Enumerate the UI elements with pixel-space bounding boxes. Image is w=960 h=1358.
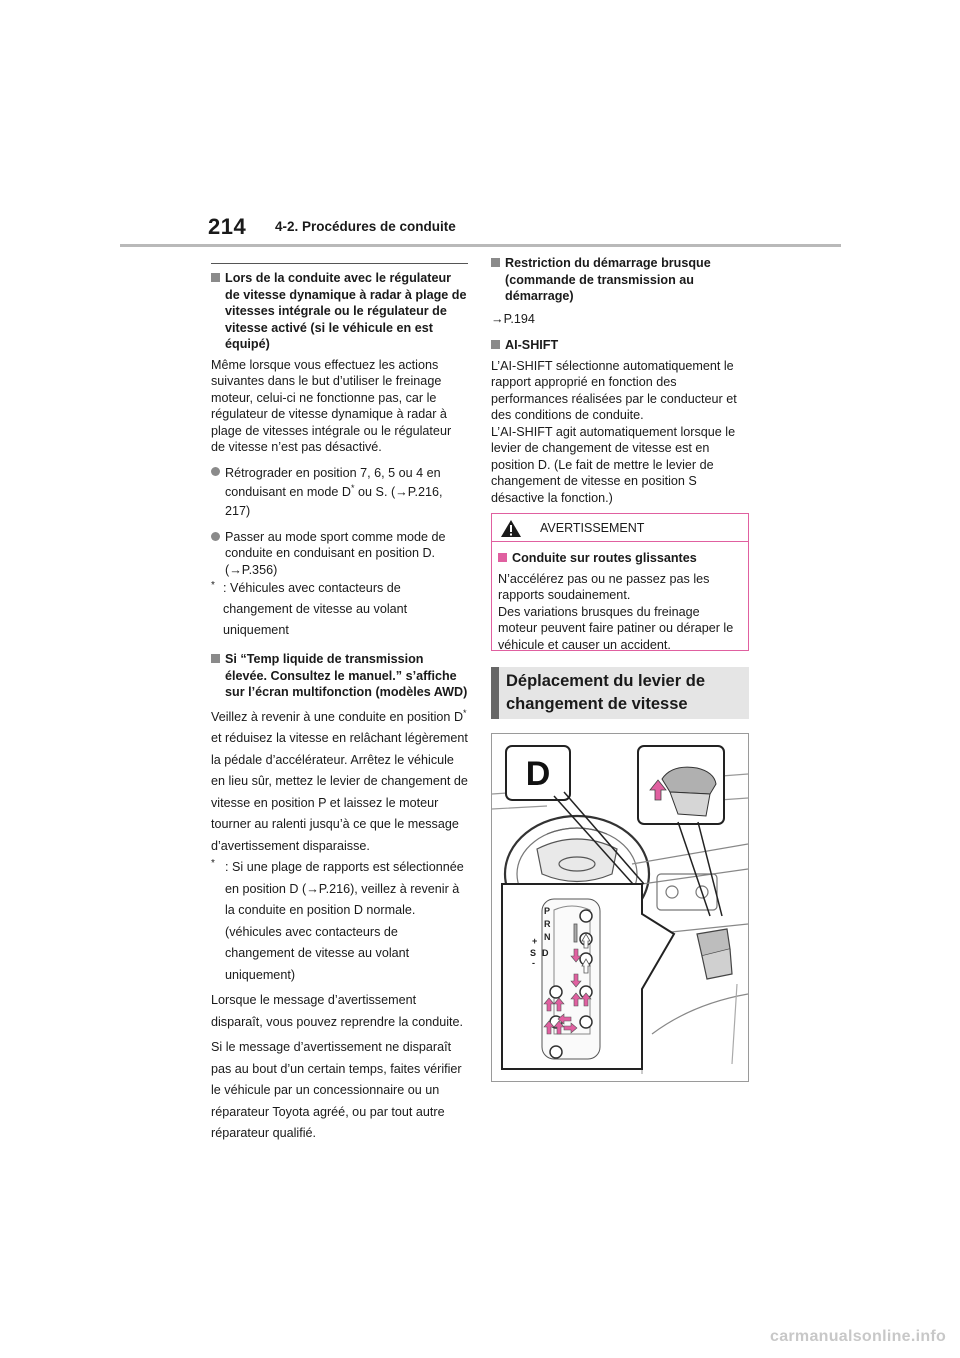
bullet-sport-mode: Passer au mode sport comme mode de conduite en conduisant en position D. (→P.356)	[211, 529, 468, 579]
warning-triangle-icon	[500, 519, 522, 543]
warning-box	[491, 513, 749, 651]
heading-ai-shift: AI-SHIFT	[491, 337, 748, 354]
paragraph-resume-driving: Lorsque le message d’avertissement disparaît, vous pouvez reprendre la conduite.	[211, 993, 464, 1029]
warning-title: AVERTISSEMENT	[540, 521, 645, 535]
footnote-paddle-shift: * : Véhicules avec contacteurs de changement de vitesse au volant uniquement	[211, 580, 408, 637]
svg-text:R: R	[544, 919, 551, 929]
reference-p194: →P.194	[491, 311, 535, 326]
heading-cruise-control: Lors de la conduite avec le régulateur de vitesse dynamique à radar à plage de vitesses intégrale ou le régulateur de vitesse activé (si le véhicule en est équipé)	[211, 270, 468, 353]
right-column	[491, 255, 748, 506]
paragraph-ai-shift-2: L’AI-SHIFT agit automatiquement lorsque le levier de changement de vitesse est en position D. (Le fait de mettre le levier de changement de vitesse en position S désactive la fonction.)	[491, 424, 736, 505]
square-bullet-icon	[491, 340, 500, 349]
square-bullet-icon	[491, 258, 500, 267]
left-column	[211, 263, 468, 1145]
square-bullet-icon	[211, 654, 220, 663]
paragraph-engine-brake: Même lorsque vous effectuez les actions suivantes dans le but d’utiliser le freinage moteur, celui-ci ne fonctionne pas, car le régulateur de vitesse dynamique à radar à plage de vitesses intégrale ou le régulateur de vitesse n’est pas désactivé.	[211, 357, 452, 454]
heading-sudden-start: Restriction du démarrage brusque (commande de transmission au démarrage)	[491, 255, 748, 305]
svg-text:+: +	[532, 936, 538, 946]
paragraph-dealer-check: Si le message d’avertissement ne disparaît pas au bout d’un certain temps, faites vérifier le véhicule par un concessionnaire ou un réparateur Toyota agréé, ou par tout autre réparateur qualifié.	[211, 1040, 462, 1140]
callout-letter: D	[525, 755, 551, 793]
section-band-title: Déplacement du levier de changement de vitesse	[506, 672, 705, 713]
svg-text:S: S	[530, 948, 537, 958]
section-title: 4-2. Procédures de conduite	[275, 219, 456, 234]
page-number: 214	[208, 214, 247, 239]
warning-body	[492, 542, 748, 653]
svg-text:P: P	[544, 906, 551, 916]
lever-inset	[638, 746, 724, 916]
warning-text-1: N’accélérez pas ou ne passez pas les rapports soudainement.	[498, 571, 710, 602]
paragraph-ai-shift-1: L’AI-SHIFT sélectionne automatiquement le rapport approprié en fonction des performances réalisées par le conducteur et des conditions de conduite.	[491, 358, 737, 422]
header-rule	[120, 244, 841, 247]
svg-text:-: -	[532, 958, 535, 968]
warning-header	[492, 514, 748, 542]
paragraph-return-to-d: Veillez à revenir à une conduite en position D* et réduisez la vitesse en relâchant légèrement la pédale d’accélérateur. Arrêtez le véhicule en lieu sûr, mettez le levier de changement de vitesse en position P et laissez le moteur tourner au ralenti jusqu’à ce que le message d’avertissement disparaisse.	[211, 707, 468, 853]
shift-lever-illustration	[492, 734, 748, 1081]
svg-text:N: N	[544, 932, 551, 942]
square-bullet-icon	[211, 273, 220, 282]
square-bullet-icon	[498, 553, 507, 562]
shift-lever-figure	[491, 733, 749, 1082]
shift-gate-inset	[502, 884, 674, 1069]
round-bullet-icon	[211, 467, 220, 476]
section-band-accent	[491, 667, 499, 719]
watermark: carmanualsonline.info	[770, 1328, 947, 1345]
round-bullet-icon	[211, 532, 220, 541]
bullet-downshift: Rétrograder en position 7, 6, 5 ou 4 en conduisant en mode D* ou S. (→P.216, 217)	[211, 464, 468, 521]
heading-transmission-temp: Si “Temp liquide de transmission élevée. Consultez le manuel.” s’affiche sur l’écran multifonction (modèles AWD)	[211, 651, 468, 701]
footnote-gear-range: * : Si une plage de rapports est sélectionnée en position D (→P.216), veillez à revenir à la conduite en position D normale. (véhicules avec contacteurs de changement de vitesse au volant uniquement)	[211, 858, 464, 982]
svg-text:D: D	[542, 948, 549, 958]
warning-heading: Conduite sur routes glissantes	[498, 550, 742, 567]
warning-text-2: Des variations brusques du freinage moteur peuvent faire patiner ou déraper le véhicule et causer un accident.	[498, 604, 734, 652]
